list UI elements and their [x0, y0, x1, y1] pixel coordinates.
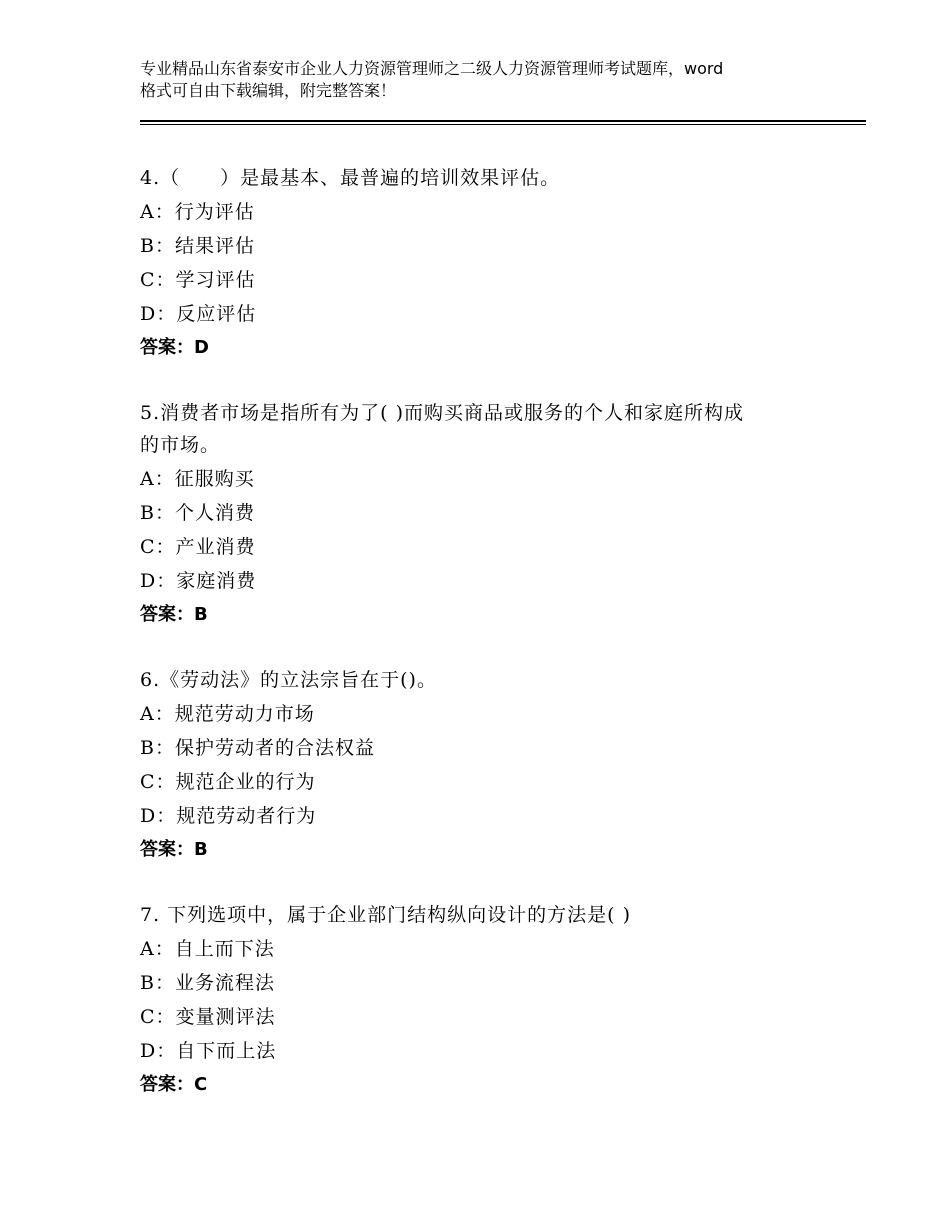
header-line-1: 专业精品山东省泰安市企业人力资源管理师之二级人力资源管理师考试题库，word: [140, 59, 724, 78]
option-b: B：保护劳动者的合法权益: [140, 737, 375, 759]
header-divider-thick: [140, 120, 866, 122]
option-b: B：个人消费: [140, 502, 255, 524]
question-stem: [140, 399, 820, 459]
question-6: [140, 666, 820, 867]
option-c: C：规范企业的行为: [140, 771, 316, 793]
answer-label: 答案：B: [140, 839, 208, 860]
question-stem: [140, 164, 820, 192]
question-list: [140, 164, 820, 1136]
answer-label: 答案：C: [140, 1074, 208, 1095]
option-a: A：行为评估: [140, 201, 255, 223]
question-5: [140, 399, 820, 632]
option-d: D：反应评估: [140, 303, 257, 325]
option-c: C：学习评估: [140, 269, 256, 291]
question-stem: [140, 901, 820, 929]
option-d: D：家庭消费: [140, 570, 257, 592]
header-divider-thin: [140, 124, 866, 125]
question-4: [140, 164, 820, 365]
answer-label: 答案：D: [140, 337, 209, 358]
option-d: D：自下而上法: [140, 1040, 277, 1062]
option-b: B：业务流程法: [140, 972, 275, 994]
question-stem-line: 4.（ ）是最基本、最普遍的培训效果评估。: [140, 167, 561, 189]
question-stem-line: 6.《劳动法》的立法宗旨在于()。: [140, 669, 437, 691]
option-b: B：结果评估: [140, 235, 255, 257]
option-c: C：产业消费: [140, 536, 256, 558]
document-header: [140, 58, 840, 102]
question-stem: [140, 666, 820, 694]
question-stem-line: 7. 下列选项中，属于企业部门结构纵向设计的方法是( ): [140, 904, 632, 926]
question-7: [140, 901, 820, 1102]
option-a: A：征服购买: [140, 468, 255, 490]
option-c: C：变量测评法: [140, 1006, 276, 1028]
question-stem-line: 的市场。: [140, 434, 221, 456]
option-a: A：规范劳动力市场: [140, 703, 315, 725]
option-a: A：自上而下法: [140, 938, 275, 960]
option-d: D：规范劳动者行为: [140, 805, 317, 827]
answer-label: 答案：B: [140, 604, 208, 625]
question-stem-line: 5.消费者市场是指所有为了( )而购买商品或服务的个人和家庭所构成: [140, 402, 744, 424]
header-line-2: 格式可自由下载编辑，附完整答案！: [140, 81, 397, 100]
